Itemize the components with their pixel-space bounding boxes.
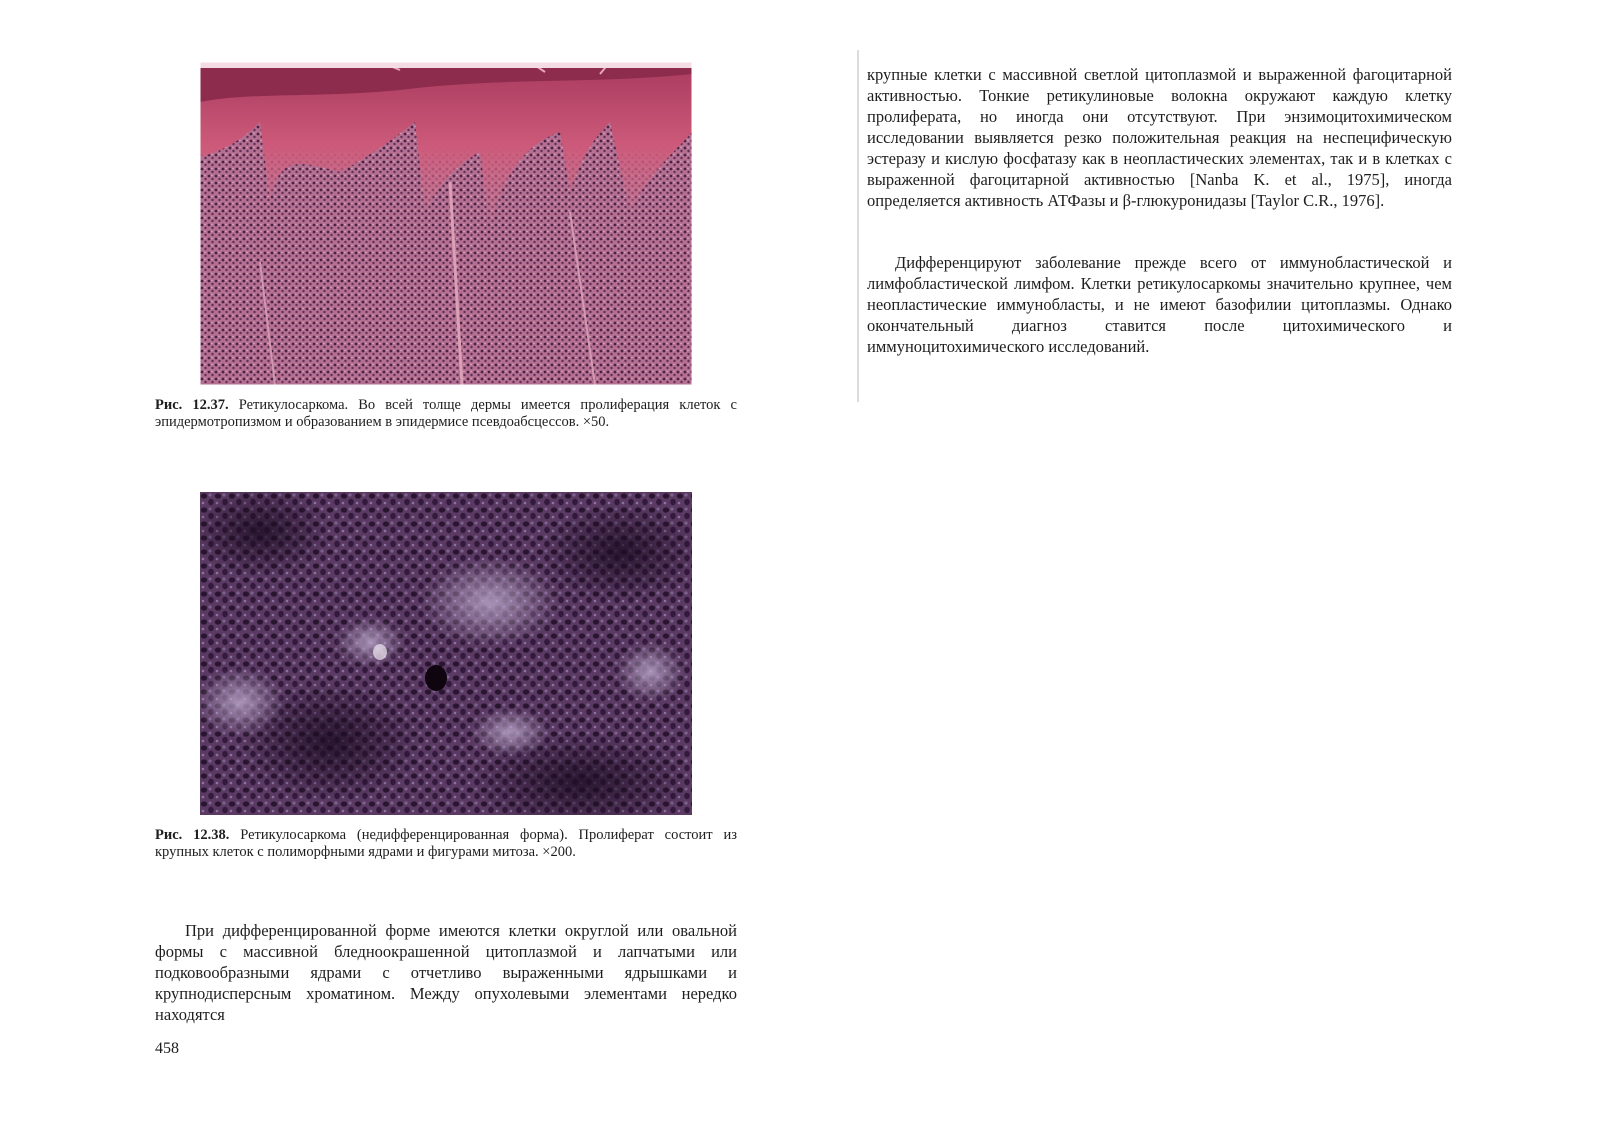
left-body-paragraph: При дифференцированной форме имеются клетки округлой или овальной формы с массивной бледноокрашенной цитоплазмой и лапчатыми или подковообразными ядрами с отчетливо выраженными ядрышками и крупнодисперсным хроматином. Между опухолевыми элементами нередко находятся (155, 921, 737, 1024)
right-paragraph-differential-diagnosis: Дифференцируют заболевание прежде всего от иммунобластической и лимфобластической лимфом. Клетки ретикулосаркомы значительно крупнее, чем неопластические иммунобласты, и не имеют базофилии цитоплазмы. Однако окончательный диагноз ставится после цитохимического и иммуноцитохимического исследований. (867, 253, 1452, 356)
figure-12-37-image (200, 62, 692, 385)
figure-12-37-caption-text: Ретикулосаркома. Во всей толще дермы имеется пролиферация клеток с эпидермотропизмом и образованием в эпидермисе псевдоабсцессов. ×50. (155, 397, 737, 430)
micrograph-low-power (200, 62, 692, 385)
figure-12-38-caption-text: Ретикулосаркома (недифференцированная форма). Пролиферат состоит из крупных клеток с полиморфными ядрами и фигурами митоза. ×200. (155, 827, 737, 860)
right-page (800, 0, 1600, 1133)
figure-12-37-label: Рис. 12.37. (155, 397, 229, 413)
figure-12-38-caption (155, 827, 737, 861)
right-paragraph-continuation: крупные клетки с массивной светлой цитоплазмой и выраженной фагоцитарной активностью. Тонкие ретикулиновые волокна окружают каждую клетку пролиферата, но иногда они отсутствуют. При энзимоцитохимическом исследовании выявляется резко положительная реакция на неспецифическую эстеразу и кислую фосфатазу как в неопластических элементах, так и в клетках с выраженной фагоцитарной активностью [Nanba K. et al., 1975], иногда определяется активность АТФазы и β-глюкуронидазы [Taylor C.R., 1976]. (867, 65, 1452, 210)
figure-12-38-label: Рис. 12.38. (155, 827, 230, 843)
micrograph-high-power (200, 492, 692, 815)
figure-12-38-image (200, 492, 692, 815)
figure-12-37-caption (155, 397, 737, 431)
page-number: 458 (155, 1040, 179, 1057)
